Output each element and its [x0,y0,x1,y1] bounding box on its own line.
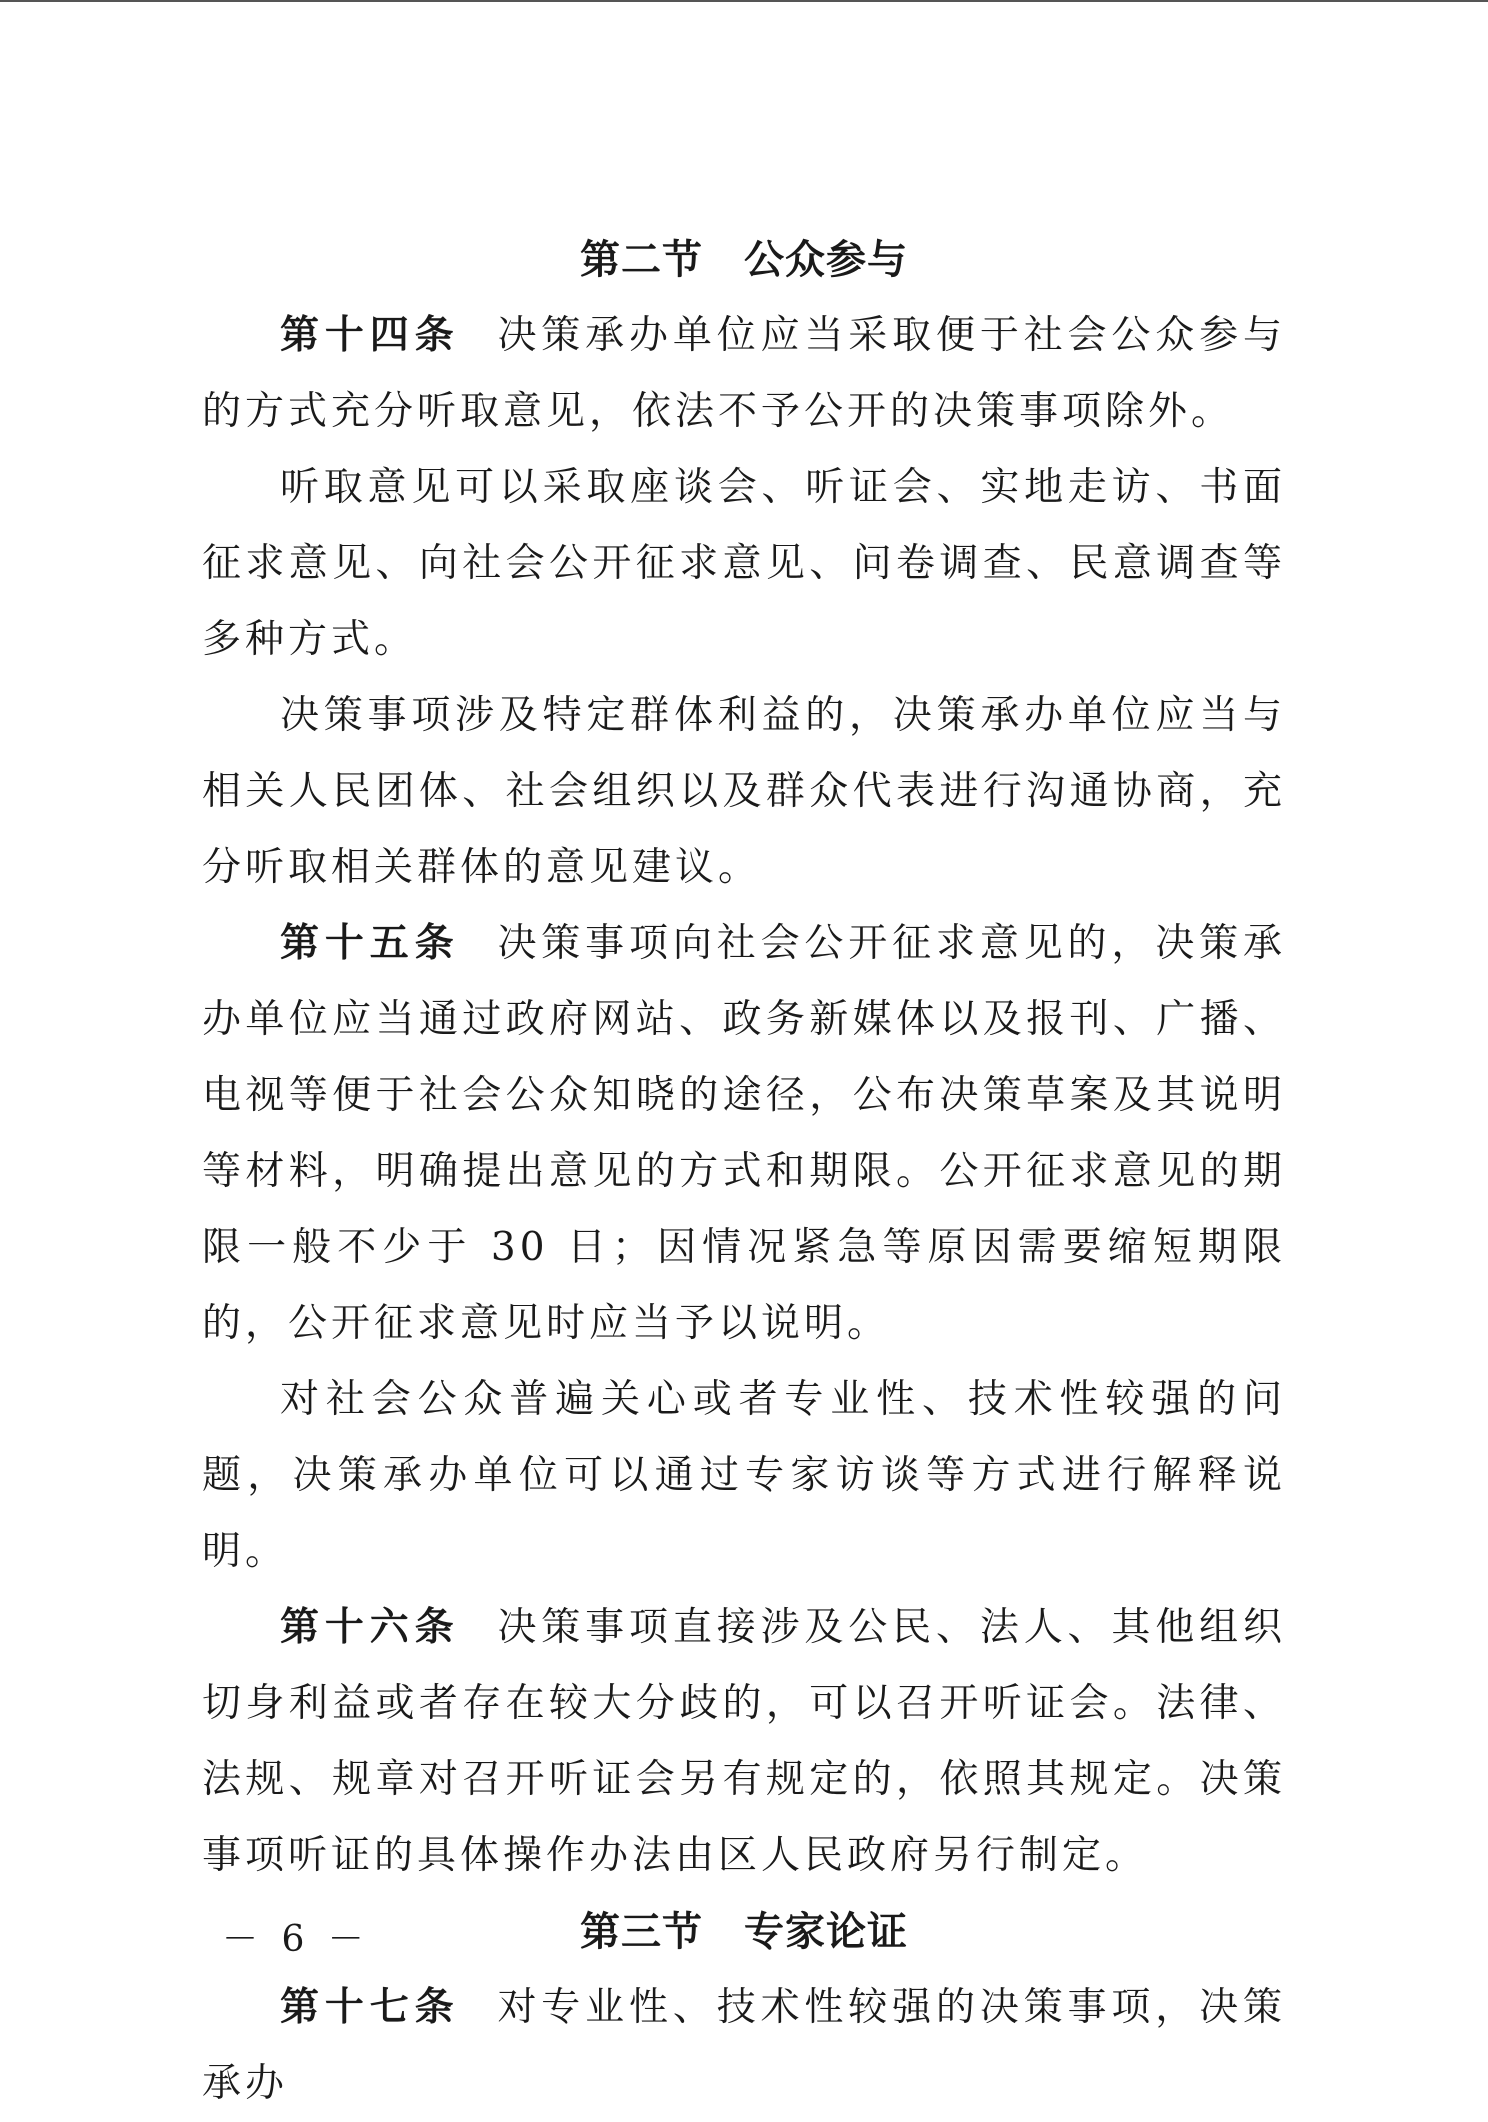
article-label: 第十四条 [280,313,460,358]
article-text: 决策事项向社会公开征求意见的，决策承办单位应当通过政府网站、政务新媒体以及报刊、广播、电视等便于社会公众知晓的途径，公布决策草案及其说明等材料，明确提出意见的方式和期限。公开征求意见的期限一般不少于 30 日；因情况紧急等原因需要缩短期限的，公开征求意见时应当予以说明。 [202,921,1286,1346]
article-16-paragraph [202,1590,1286,1894]
article-text: 决策事项直接涉及公民、法人、其他组织切身利益或者存在较大分歧的，可以召开听证会。法律、法规、规章对召开听证会另有规定的，依照其规定。决策事项听证的具体操作办法由区人民政府另行制定。 [202,1605,1286,1878]
clause-text: 对社会公众普遍关心或者专业性、技术性较强的问题，决策承办单位可以通过专家访谈等方式进行解释说明。 [202,1377,1286,1574]
section-heading-public-participation: 第二节 公众参与 [580,237,908,283]
page-number: － 6 － [222,1919,370,1960]
article-label: 第十五条 [280,921,460,966]
article-15-paragraph [202,906,1286,1362]
section-heading-expert-review: 第三节 专家论证 [580,1909,908,1955]
document-body [202,222,1286,2122]
article-text: 对专业性、技术性较强的决策事项，决策承办 [202,1985,1286,2106]
article-14-clause-3 [202,678,1286,906]
article-15-clause-2 [202,1362,1286,1590]
article-14-clause-2 [202,450,1286,678]
clause-text: 决策事项涉及特定群体利益的，决策承办单位应当与相关人民团体、社会组织以及群众代表进行沟通协商，充分听取相关群体的意见建议。 [202,693,1286,890]
article-label: 第十七条 [280,1985,460,2030]
article-text: 决策承办单位应当采取便于社会公众参与的方式充分听取意见，依法不予公开的决策事项除外。 [202,313,1286,434]
clause-text: 听取意见可以采取座谈会、听证会、实地走访、书面征求意见、向社会公开征求意见、问卷调查、民意调查等多种方式。 [202,465,1286,662]
top-border-line [0,0,1488,2]
article-17-paragraph [202,1970,1286,2122]
article-14-paragraph [202,298,1286,450]
article-label: 第十六条 [280,1605,460,1650]
